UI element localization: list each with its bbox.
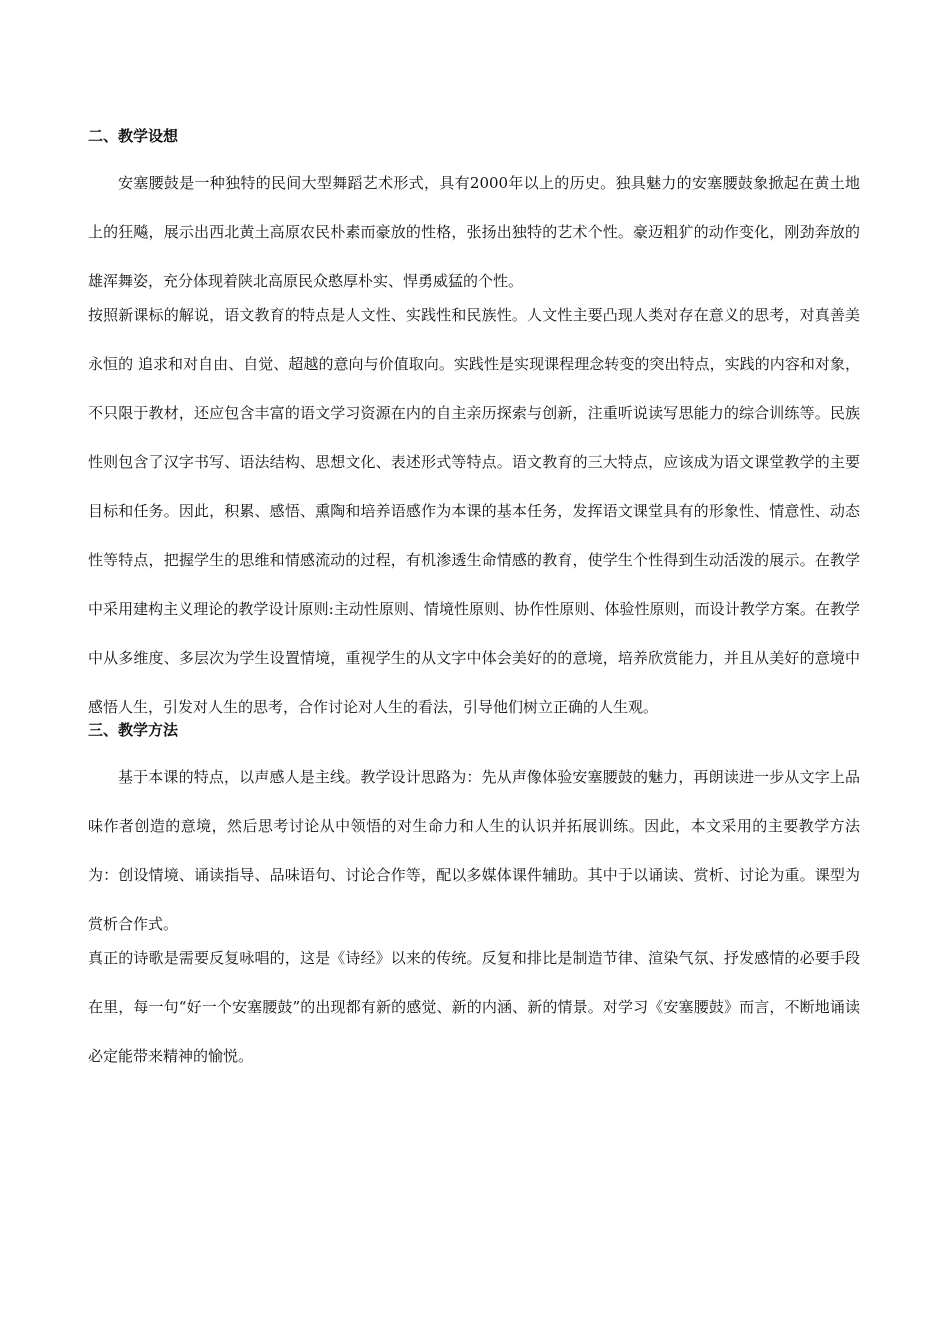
section-heading-teaching-concept: 二、教学设想 [88, 127, 179, 145]
paragraph-curriculum-features: 按照新课标的解说，语文教育的特点是人文性、实践性和民族性。人文性主要凸现人类对存在意义的思考，对真善美永恒的 追求和对自由、自觉、超越的意向与价值取向。实践性是实现课程理念转变的突出特点，实践的内容和对象，不只限于教材，还应包含丰富的语文学习资源在内的自主亲历探索与创新，注重听说读写思能力的综合训练等。民族性则包含了汉字书写、语法结构、思想文化、表述形式等特点。语文教育的三大特点，应该成为语文课堂教学的主要目标和任务。因此，积累、感悟、熏陶和培养语感作为本课的基本任务，发挥语文课堂具有的形象性、情意性、动态性等特点，把握学生的思维和情感流动的过程，有机渗透生命情感的教育，使学生个性得到生动活泼的展示。在教学中采用建构主义理论的教学设计原则:主动性原则、情境性原则、协作性原则、体验性原则，而设计教学方案。在教学中从多维度、多层次为学生设置情境，重视学生的从文字中体会美好的的意境，培养欣赏能力，并且从美好的意境中感悟人生，引发对人生的思考，合作讨论对人生的看法，引导他们树立正确的人生观。 [88, 306, 860, 716]
paragraph-ansai-drum-intro: 安塞腰鼓是一种独特的民间大型舞蹈艺术形式，具有2000年以上的历史。独具魅力的安塞腰鼓象掀起在黄土地上的狂飚，展示出西北黄土高原农民朴素而豪放的性格，张扬出独特的艺术个性。豪迈粗犷的动作变化，刚劲奔放的雄浑舞姿，充分体现着陕北高原民众憨厚朴实、悍勇威猛的个性。 [88, 174, 860, 290]
document-body [88, 124, 860, 1081]
section-heading-teaching-method: 三、教学方法 [88, 721, 179, 739]
paragraph-teaching-approach: 基于本课的特点，以声感人是主线。教学设计思路为：先从声像体验安塞腰鼓的魅力，再朗读进一步从文字上品味作者创造的意境，然后思考讨论从中领悟的对生命力和人生的认识并拓展训练。因此，本文采用的主要教学方法为：创设情境、诵读指导、品味语句、讨论合作等，配以多媒体课件辅助。其中于以诵读、赏析、讨论为重。课型为赏析合作式。 [88, 768, 860, 933]
paragraph-repeated-reading: 真正的诗歌是需要反复咏唱的，这是《诗经》以来的传统。反复和排比是制造节律、渲染气氛、抒发感情的必要手段在里，每一句“好一个安塞腰鼓”的出现都有新的感觉、新的内涵、新的情景。对学习《安塞腰鼓》而言，不断地诵读必定能带来精神的愉悦。 [88, 949, 860, 1065]
